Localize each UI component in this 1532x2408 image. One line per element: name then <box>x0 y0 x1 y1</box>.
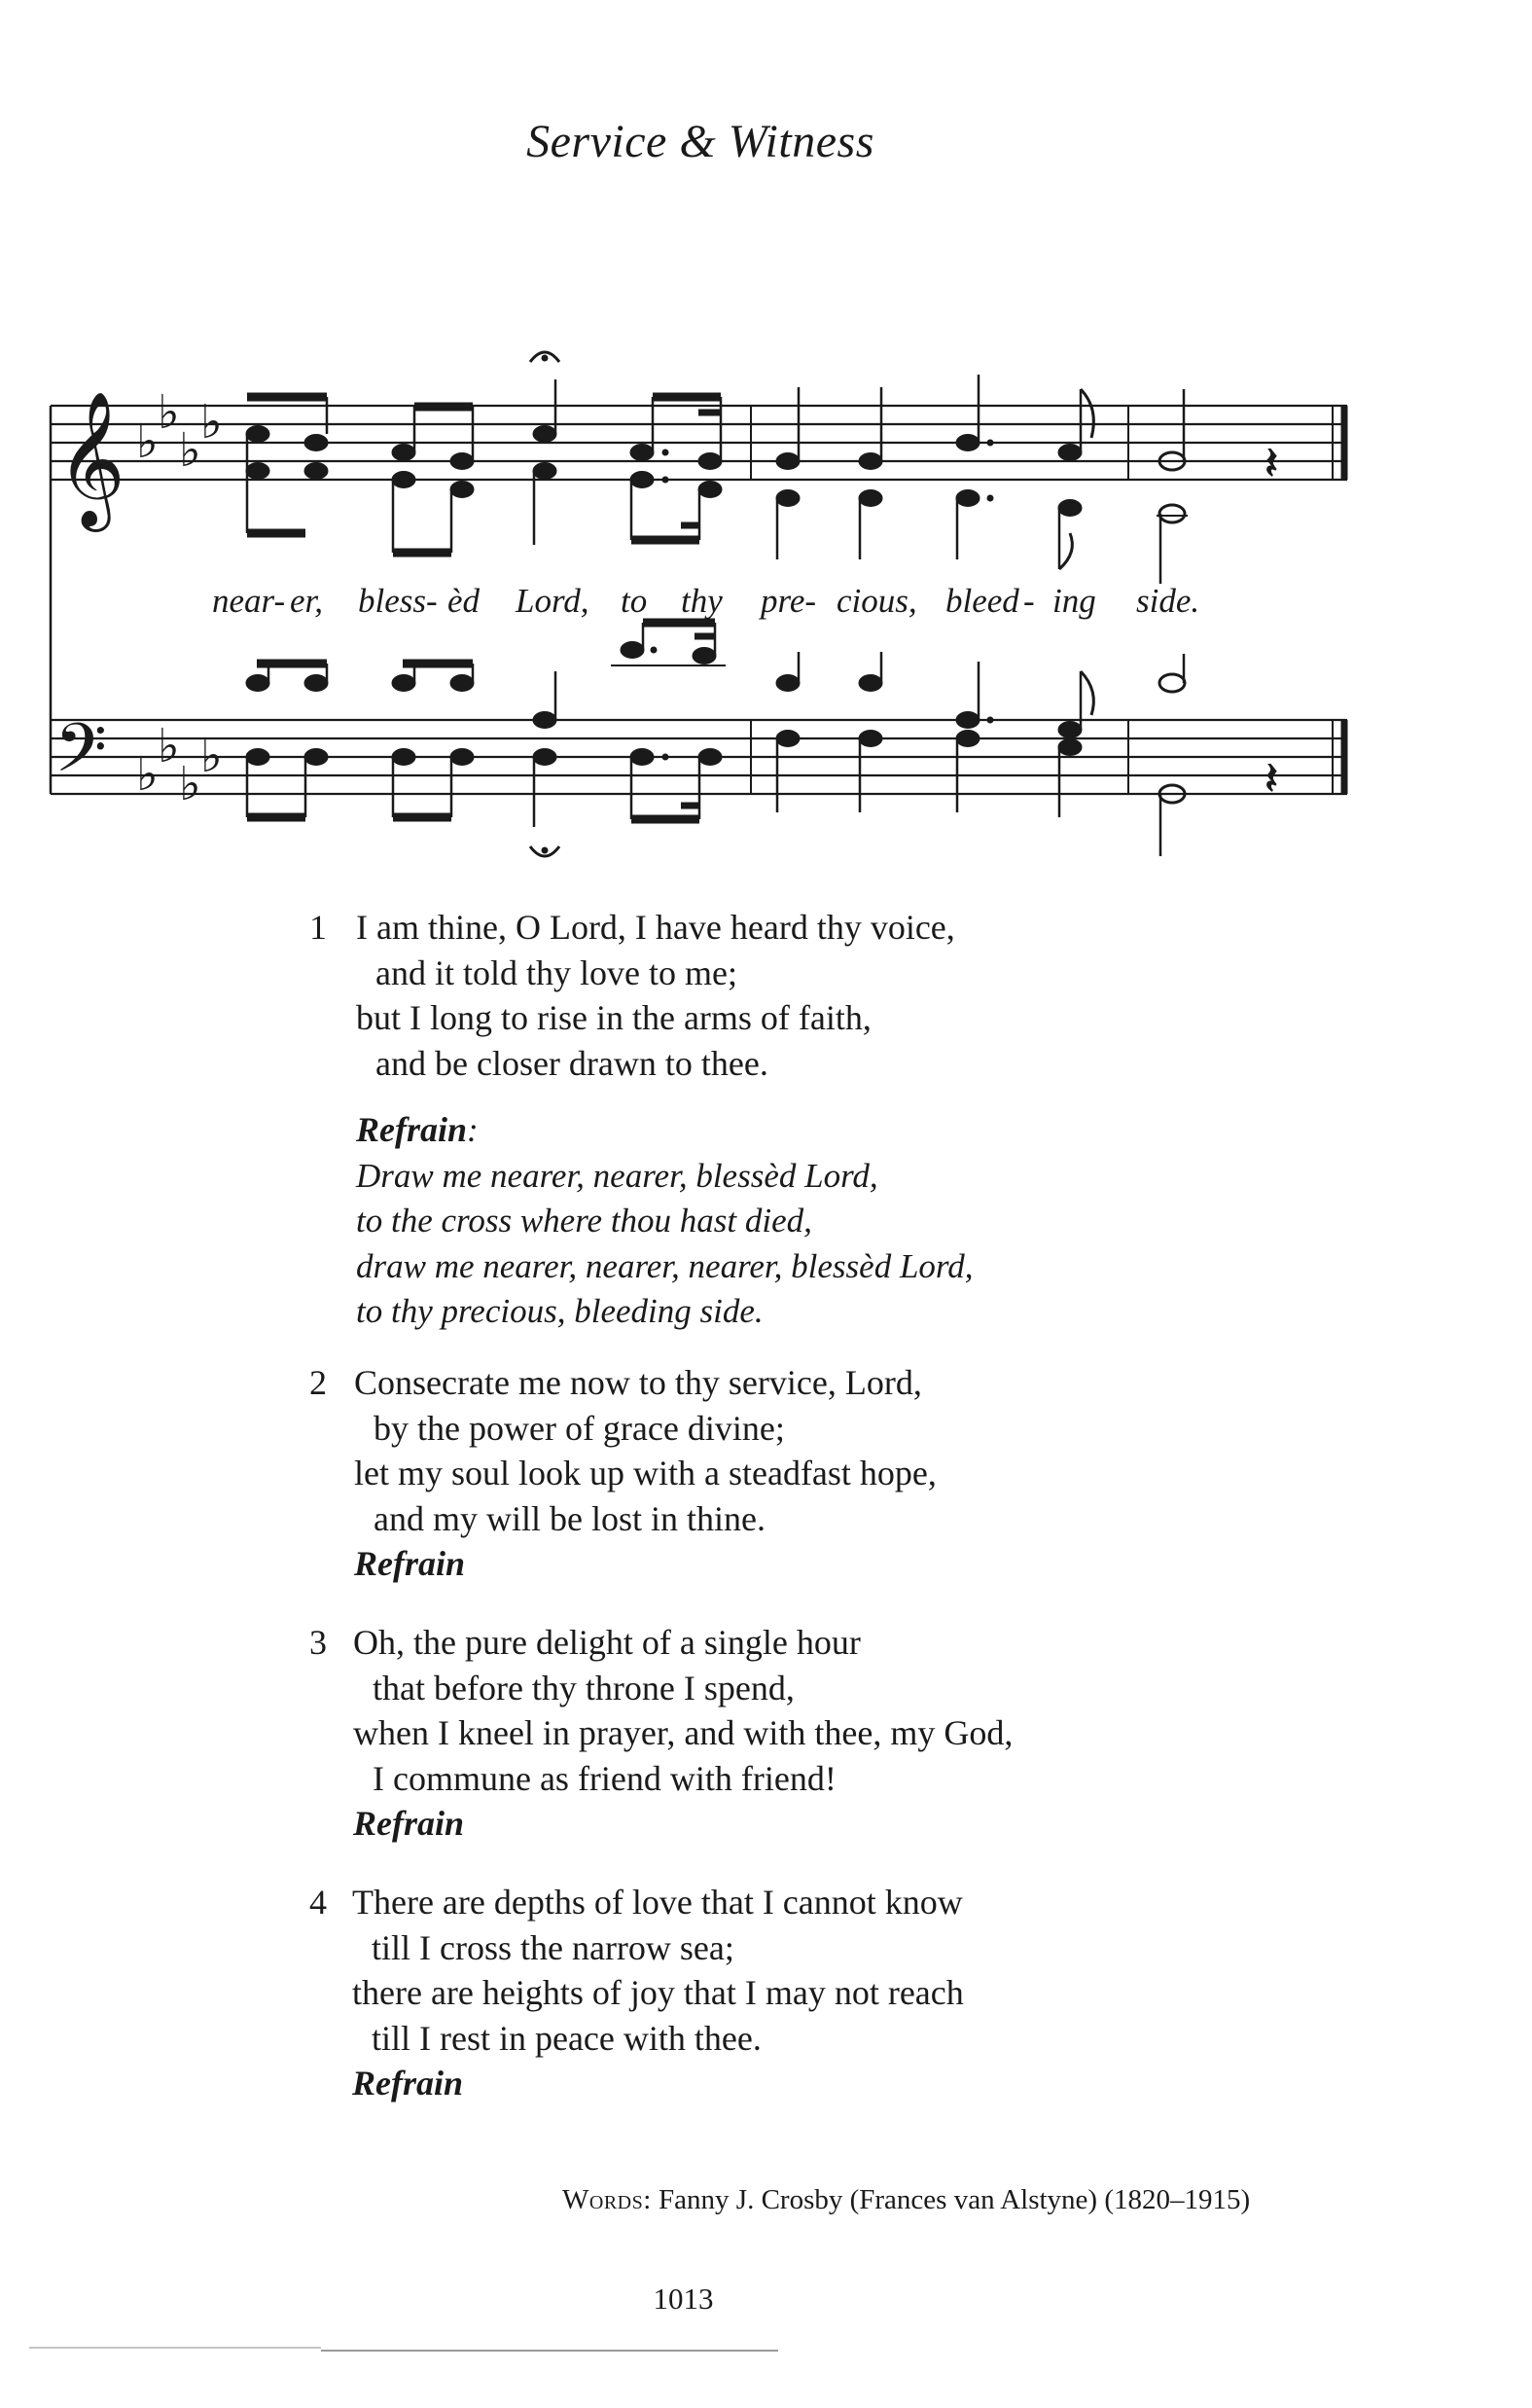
verse-line: till I rest in peace with thee. <box>372 2018 762 2058</box>
lyric-syllable: bleed <box>945 582 1019 620</box>
verse-line: by the power of grace divine; <box>374 1408 785 1448</box>
svg-text:𝄽: 𝄽 <box>1265 437 1279 489</box>
lyric-syllable: ing <box>1052 582 1096 620</box>
verse-line: that before thy throne I spend, <box>373 1668 795 1707</box>
verse-line: Consecrate me now to thy service, Lord, <box>354 1363 922 1402</box>
verse-number: 2 <box>309 1363 327 1402</box>
lyric-syllable: bless- <box>358 582 438 620</box>
lyric-syllable: er, <box>290 582 324 620</box>
verse-line: and it told thy love to me; <box>375 952 737 992</box>
refrain-line: Draw me nearer, nearer, blessèd Lord, <box>356 1156 878 1195</box>
lyric-syllable: thy <box>681 582 723 620</box>
verse-line: till I cross the narrow sea; <box>372 1927 734 1967</box>
verse-4 <box>309 1880 964 2106</box>
bass-clef: 𝄢 <box>54 708 108 804</box>
verse-number: 1 <box>309 908 327 947</box>
verse-line: Oh, the pure delight of a single hour <box>353 1623 861 1662</box>
verse-line: There are depths of love that I cannot know <box>352 1883 963 1922</box>
refrain-reference: Refrain <box>354 1544 466 1583</box>
refrain-reference: Refrain <box>352 2064 464 2103</box>
verse-number: 3 <box>309 1623 327 1662</box>
lyric-syllable: pre- <box>761 582 817 620</box>
lyric-syllable: near- <box>212 582 286 620</box>
section-title: Service & Witness <box>526 116 874 167</box>
verse-line: when I kneel in prayer, and with thee, my God, <box>353 1713 1014 1752</box>
svg-text:♭: ♭ <box>179 423 201 478</box>
treble-key-signature <box>136 385 223 478</box>
refrain-line: to thy precious, bleeding side. <box>356 1292 764 1330</box>
lyric-syllable: to <box>621 582 648 620</box>
lyric-syllable: side. <box>1136 582 1200 620</box>
verse-line: but I long to rise in the arms of faith, <box>356 998 872 1037</box>
verse-2 <box>309 1360 937 1587</box>
refrain-label: Refrain: <box>356 1110 479 1149</box>
svg-text:𝄽: 𝄽 <box>1265 752 1279 805</box>
credit-label: Words: <box>562 2184 652 2215</box>
verse-line: I am thine, O Lord, I have heard thy voice, <box>356 908 955 947</box>
credit-text: Fanny J. Crosby (Frances van Alstyne) (1820–1915) <box>659 2184 1251 2215</box>
verse-line: there are heights of joy that I may not reach <box>352 1973 964 2012</box>
page-number: 1013 <box>653 2282 714 2316</box>
svg-text:♭: ♭ <box>200 395 223 449</box>
treble-notes <box>246 352 1278 584</box>
lyric-syllable: cious, <box>837 582 917 620</box>
refrain-block <box>356 1107 974 1335</box>
words-credit <box>562 2184 1250 2216</box>
refrain-line: draw me nearer, nearer, nearer, blessèd Lord, <box>356 1246 974 1285</box>
verse-line: I commune as friend with friend! <box>373 1758 837 1798</box>
verse-1 <box>309 905 955 1086</box>
svg-text:♭: ♭ <box>179 757 201 811</box>
verse-line: and my will be lost in thine. <box>374 1498 766 1538</box>
bass-key-signature <box>136 719 223 811</box>
treble-staff <box>51 406 1347 480</box>
lyric-syllable: - <box>1023 582 1035 620</box>
bottom-rule <box>29 2347 321 2349</box>
svg-text:♭: ♭ <box>136 747 159 802</box>
svg-text:♭: ♭ <box>136 414 159 469</box>
svg-text:♭: ♭ <box>158 385 180 440</box>
lyric-syllable: èd <box>447 582 481 620</box>
refrain-reference: Refrain <box>353 1804 465 1843</box>
verse-line: let my soul look up with a steadfast hope, <box>354 1454 937 1492</box>
treble-clef: 𝄞 <box>56 391 125 526</box>
bottom-rule <box>321 2350 778 2352</box>
verse-number: 4 <box>309 1883 327 1922</box>
svg-text:♭: ♭ <box>200 729 223 783</box>
lyric-syllable: Lord, <box>516 582 589 620</box>
svg-text:♭: ♭ <box>158 719 180 773</box>
verse-3 <box>309 1620 1014 1847</box>
refrain-line: to the cross where thou hast died, <box>356 1202 812 1240</box>
verse-line: and be closer drawn to thee. <box>375 1043 768 1083</box>
